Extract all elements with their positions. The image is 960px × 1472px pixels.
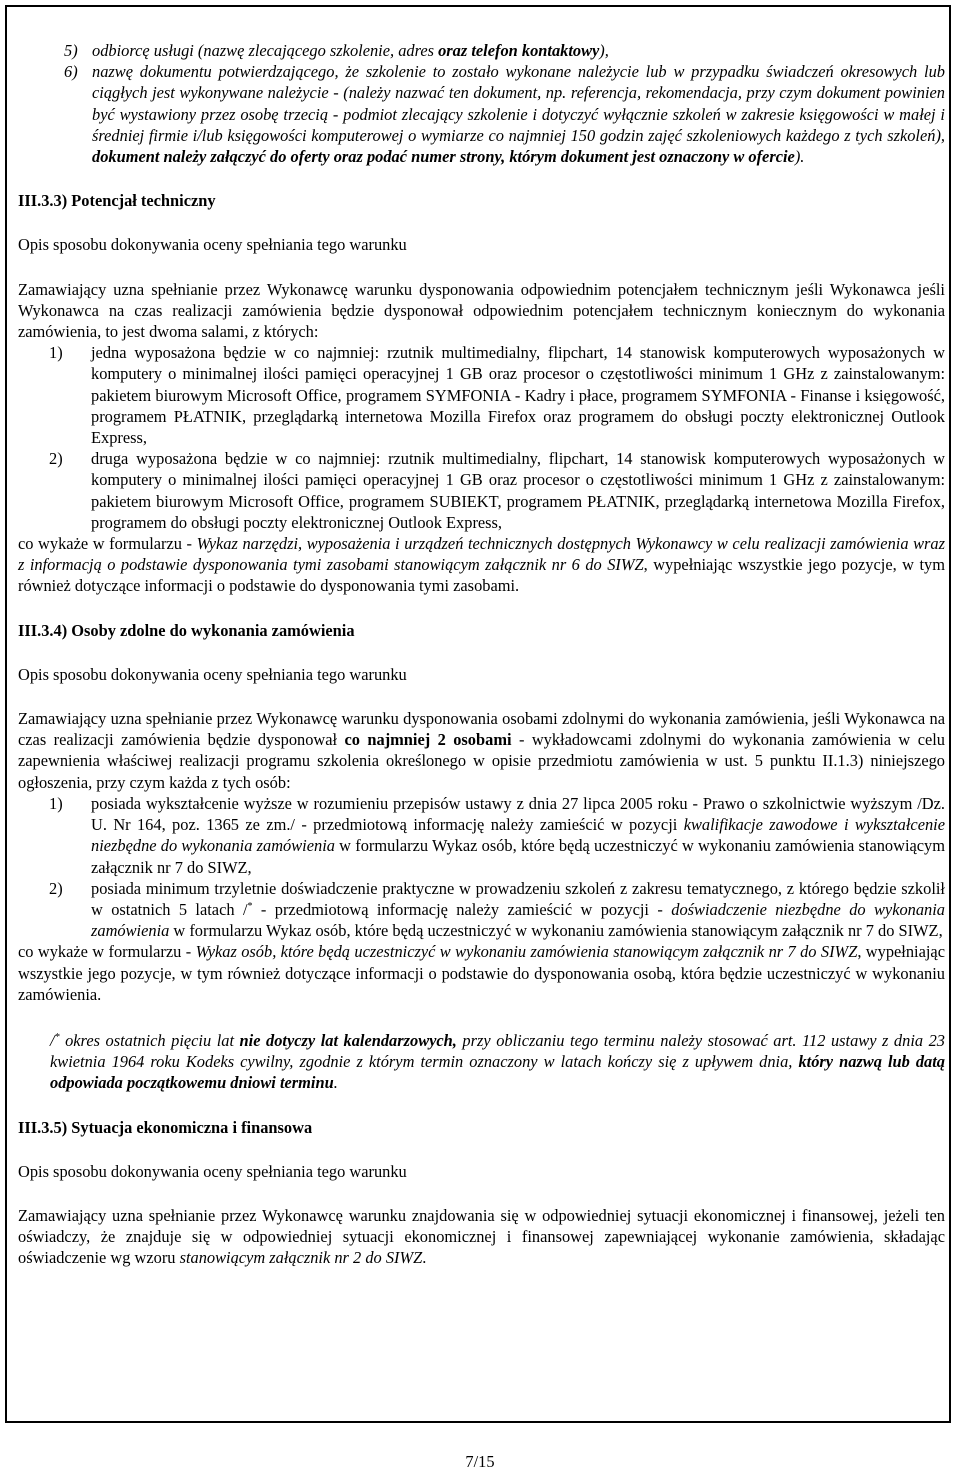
list-item: 2) posiada minimum trzyletnie doświadczenie praktyczne w prowadzeniu szkoleń z zakresu tematycznego, z którego będzie szkolił w ostatnich 5 latach /* - przedmiotową informację należy zamieścić w pozycji - doświadczenie niezbędne do wykonania zamówienia w formularzu Wykaz osób, które będą uczestniczyć w wykonaniu zamówienia stanowiącym załącznik nr 7 do SIWZ, <box>49 878 945 941</box>
footnote-marker: * <box>54 1031 60 1043</box>
footnote: /* okres ostatnich pięciu lat nie dotyczy lat kalendarzowych, przy obliczaniu tego terminu należy stosować art. 112 ustawy z dnia 23 kwietnia 1964 roku Kodeks cywilny, zgodnie z którym termin oznaczony w latach kończy się z upływem dnia, który nazwą lub datą odpowiada początkowemu dniowi terminu. <box>50 1030 945 1093</box>
list-item: 5) odbiorcę usługi (nazwę zlecającego szkolenie, adres oraz telefon kontaktowy), <box>64 41 609 60</box>
section-heading: III.3.4) Osoby zdolne do wykonania zamówienia <box>18 620 355 640</box>
section-subheading: Opis sposobu dokonywania oceny spełniania tego warunku <box>18 235 407 255</box>
paragraph: Zamawiający uzna spełnianie przez Wykonawcę warunku znajdowania się w odpowiedniej sytuacji ekonomicznej i finansowej, jeżeli ten oświadczy, że znajduje się w odpowiedniej sytuacji ekonomicznej i finansowej zapewniającej wykonanie zamówienia, składając oświadczenie wg wzoru stanowiącym załącznik nr 2 do SIWZ. <box>18 1205 945 1268</box>
list-item: 1) jedna wyposażona będzie w co najmniej: rzutnik multimedialny, flipchart, 14 stanowisk komputerowych wyposażonych w komputery o minimalnej ilości pamięci operacyjnej 1 GB oraz procesor o częstotliwości minimum 1 GHz z zainstalowanym: pakietem biurowym Microsoft Office, programem SYMFONIA - Kadry i płace, programem SYMFONIA - Finanse i księgowość, programem PŁATNIK, przeglądarką internetowa Mozilla Firefox oraz programem do obsługi poczty elektronicznej Outlook Express, <box>49 343 945 448</box>
section-heading: III.3.5) Sytuacja ekonomiczna i finansowa <box>18 1117 313 1137</box>
footnote-marker: * <box>247 900 253 912</box>
section-heading: III.3.3) Potencjał techniczny <box>18 191 216 211</box>
paragraph: co wykaże w formularzu - Wykaz narzędzi, wyposażenia i urządzeń technicznych dostępnych Wykonawcy w celu realizacji zamówienia wraz z informacją o podstawie dysponowania tymi zasobami stanowiącym załącznik nr 6 do SIWZ, wypełniając wszystkie jego pozycje, w tym również dotyczące informacji o podstawie do dysponowania tymi zasobami. <box>18 534 945 596</box>
list-number: 1) <box>49 343 63 363</box>
list-item: 6) nazwę dokumentu potwierdzającego, że szkolenie to zostało wykonane należycie lub w przypadku świadczeń okresowych lub ciągłych jest wykonywane należycie - (należy nazwać ten dokument, np. referencja, rekomendacja, przy czym dokument powinien być wystawiony przez osobę trzecią - podmiot zlecający szkolenie i dotyczyć wyłącznie szkoleń w zakresie księgowości w małej i średniej firmie i/lub księgowości komputerowej o wymiarze co najmniej 150 godzin zajęć szkoleniowych każdego z tych szkoleń), dokument należy załączyć do oferty oraz podać numer strony, którym dokument jest oznaczony w ofercie). <box>64 62 945 167</box>
paragraph: Zamawiający uzna spełnianie przez Wykonawcę warunku dysponowania odpowiednim potencjałem technicznym jeśli Wykonawca jeśli Wykonawca na czas realizacji zamówienia będzie dysponował odpowiednim potencjałem technicznym koniecznym do wykonania zamówienia, to jest dwoma salami, z których: <box>18 279 945 342</box>
document-body <box>18 40 945 1269</box>
paragraph: co wykaże w formularzu - Wykaz osób, które będą uczestniczyć w wykonaniu zamówienia stanowiącym załącznik nr 7 do SIWZ, wypełniając wszystkie jego pozycje, w tym również dotyczące informacji o podstawie do dysponowania osobą, która będzie uczestniczyć w wykonaniu zamówienia. <box>18 942 945 1004</box>
list-item: 2) druga wyposażona będzie w co najmniej: rzutnik multimedialny, flipchart, 14 stanowisk komputerowych wyposażonych w komputery o minimalnej ilości pamięci operacyjnej 1 GB oraz procesor o częstotliwości minimum 1 GHz z zainstalowanym: pakietem biurowym Microsoft Office, programem SUBIEKT, programem PŁATNIK, przeglądarką internetowa Mozilla Firefox, programem do obsługi poczty elektronicznej Outlook Express, <box>49 449 945 532</box>
section-subheading: Opis sposobu dokonywania oceny spełniania tego warunku <box>18 664 407 684</box>
paragraph: Zamawiający uzna spełnianie przez Wykonawcę warunku dysponowania osobami zdolnymi do wykonania zamówienia, jeśli Wykonawca na czas realizacji zamówienia będzie dysponował co najmniej 2 osobami - wykładowcami zdolnymi do wykonania zamówienia w celu zapewnienia właściwej realizacji programu szkolenia określonego w opisie przedmiotu zamówienia w ust. 5 punktu II.1.3) niniejszego ogłoszenia, przy czym każda z tych osób: <box>18 709 945 792</box>
list-number: 6) <box>64 62 78 82</box>
list-number: 2) <box>49 878 63 898</box>
page-number: 7/15 <box>465 1452 495 1471</box>
list-item: 1) posiada wykształcenie wyższe w rozumieniu przepisów ustawy z dnia 27 lipca 2005 roku - Prawo o szkolnictwie wyższym /Dz. U. Nr 164, poz. 1365 ze zm./ - przedmiotową informację należy zamieścić w pozycji kwalifikacje zawodowe i wykształcenie niezbędne do wykonania zamówienia w formularzu Wykaz osób, które będą uczestniczyć w wykonaniu zamówienia stanowiącym załącznik nr 7 do SIWZ, <box>49 793 945 877</box>
list-number: 1) <box>49 793 63 813</box>
section-subheading: Opis sposobu dokonywania oceny spełniania tego warunku <box>18 1161 407 1181</box>
list-number: 2) <box>49 449 63 469</box>
list-number: 5) <box>64 41 78 60</box>
